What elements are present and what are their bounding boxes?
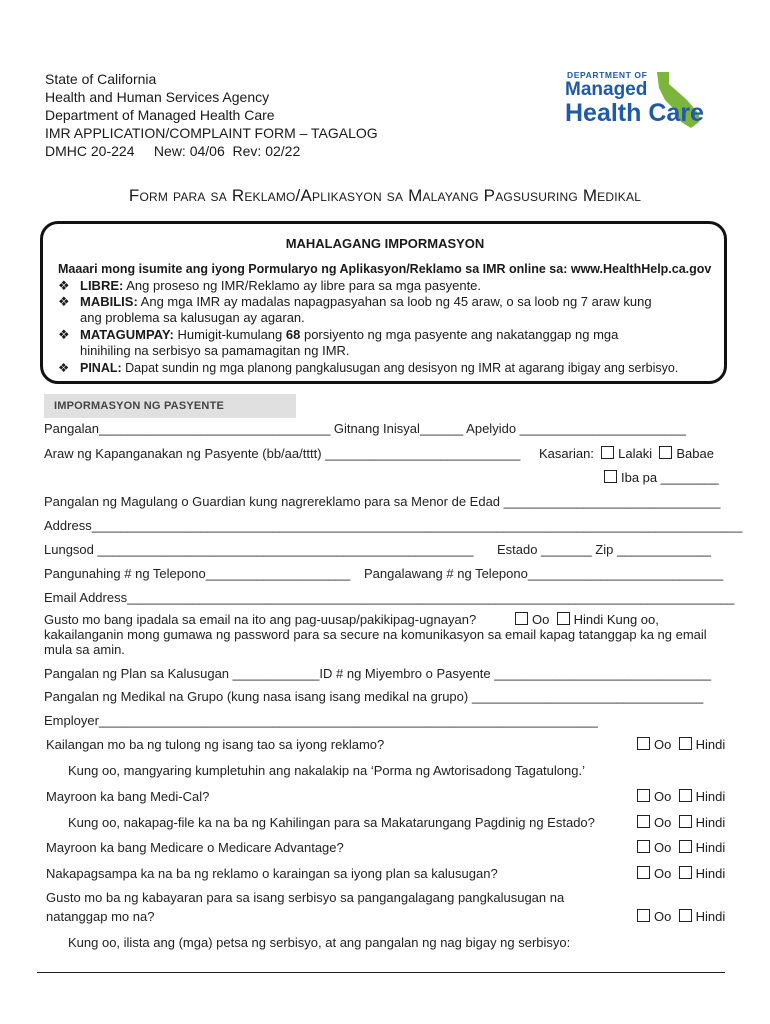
email-consent-note-2: mula sa amin.	[44, 642, 125, 657]
bullet-libre-label: LIBRE:	[80, 278, 124, 293]
q1-no-label: Hindi	[695, 737, 726, 752]
q5-no-label: Hindi	[695, 866, 726, 881]
bullet-mabilis	[58, 294, 708, 326]
q3-yes-label: Oo	[654, 815, 672, 830]
email-yes-checkbox[interactable]	[515, 612, 528, 625]
info-box-heading: MAHALAGANG IMPORMASYON	[285, 236, 485, 251]
employer-field[interactable]: Employer_____________________________________________________________________	[44, 713, 598, 728]
dmhc-logo	[565, 70, 730, 130]
diamond-bullet-icon: ❖	[58, 327, 70, 342]
q5-options	[637, 866, 725, 881]
q3-options	[637, 815, 725, 830]
question-state-hearing: Kung oo, nakapag-file ka na ba ng Kahilingan para sa Makatarungang Pagdinig ng Estado?	[68, 815, 595, 830]
bullet-matagumpay	[58, 327, 708, 359]
question-medicare: Mayroon ka bang Medicare o Medicare Advantage?	[46, 840, 344, 855]
logo-managed-text: Managed	[565, 79, 648, 100]
male-checkbox[interactable]	[601, 446, 614, 459]
logo-care-word: Care	[648, 99, 704, 127]
q3-no-checkbox[interactable]	[679, 815, 692, 828]
q6-options	[637, 909, 725, 924]
q6-no-checkbox[interactable]	[679, 909, 692, 922]
other-gender-input[interactable]: ________	[660, 470, 719, 485]
bullet-matagumpay-percent: 68	[285, 327, 301, 342]
email-consent-note-1: kakailanganin mong gumawa ng password para sa secure na komunikasyon sa email kapag tatanggap ka ng email	[44, 627, 707, 642]
q1-no-checkbox[interactable]	[679, 737, 692, 750]
bullet-libre-text: Ang proseso ng IMR/Reklamo ay libre para sa mga pasyente.	[123, 278, 482, 293]
q4-no-checkbox[interactable]	[679, 840, 692, 853]
q4-yes-checkbox[interactable]	[637, 840, 650, 853]
bullet-matagumpay-text-a: Humigit-kumulang	[173, 327, 286, 342]
question-need-help-note: Kung oo, mangyaring kumpletuhin ang nakalakip na ‘Porma ng Awtorisadong Tagatulong.’	[68, 763, 585, 778]
question-reimbursement-1: Gusto mo ba ng kabayaran para sa isang serbisyo sa pangangalagang pangkalusugan na	[46, 890, 565, 905]
health-plan-field[interactable]: Pangalan ng Plan sa Kalusugan ____________ID # ng Miyembro o Pasyente ______________________________	[44, 666, 712, 681]
header-line-form-number: DMHC 20-224 New: 04/06 Rev: 02/22	[45, 143, 301, 159]
bullet-mabilis-text: Ang mga IMR ay madalas napagpasyahan sa loob ng 45 araw, o sa loob ng 7 araw kung	[137, 294, 652, 309]
form-title-text: Form para sa Reklamo/Aplikasyon sa Malayang Pagsusuring Medikal	[128, 186, 642, 205]
patient-name-field[interactable]: Pangalan________________________________ Gitnang Inisyal______ Apelyido _______________________	[44, 421, 686, 436]
male-label: Lalaki	[618, 446, 653, 461]
medical-group-field[interactable]: Pangalan ng Medikal na Grupo (kung nasa isang isang medikal na grupo) ________________________________	[44, 689, 704, 704]
q4-no-label: Hindi	[695, 840, 726, 855]
gender-selector	[539, 446, 714, 461]
service-dates-input-line[interactable]	[37, 972, 725, 973]
q2-options	[637, 789, 725, 804]
female-checkbox[interactable]	[659, 446, 672, 459]
diamond-bullet-icon: ❖	[58, 361, 70, 375]
q5-yes-label: Oo	[654, 866, 672, 881]
header-line-agency: Health and Human Services Agency	[45, 89, 270, 105]
state-zip-field[interactable]: Estado _______ Zip _____________	[497, 542, 711, 557]
date-of-birth-field[interactable]: Araw ng Kapanganakan ng Pasyente (bb/aa/tttt) ___________________________	[44, 446, 521, 461]
bullet-mabilis-label: MABILIS:	[80, 294, 138, 309]
question-reimbursement-2: natanggap mo na?	[46, 909, 155, 924]
q1-yes-checkbox[interactable]	[637, 737, 650, 750]
bullet-pinal-text: Dapat sundin ng mga planong pangkalusugan ang desisyon ng IMR at agarang ibigay ang serbisyo.	[121, 361, 679, 375]
patient-info-section-title: IMPORMASYON NG PASYENTE	[54, 400, 225, 412]
question-need-help: Kailangan mo ba ng tulong ng isang tao sa iyong reklamo?	[46, 737, 385, 752]
diamond-bullet-icon: ❖	[58, 294, 70, 309]
q2-yes-label: Oo	[654, 789, 672, 804]
logo-health-care-text	[565, 99, 704, 128]
bullet-matagumpay-label: MATAGUMPAY:	[80, 327, 174, 342]
bullet-matagumpay-text-b: porsiyento ng mga pasyente ang nakatanggap ng mga	[300, 327, 619, 342]
secondary-phone-field[interactable]: Pangalawang # ng Telepono___________________________	[364, 566, 724, 581]
city-field[interactable]: Lungsod ____________________________________________________	[44, 542, 474, 557]
email-consent-options	[515, 612, 659, 627]
logo-department-text: DEPARTMENT OF	[567, 70, 648, 80]
q4-yes-label: Oo	[654, 840, 672, 855]
header-line-department: Department of Managed Health Care	[45, 107, 275, 123]
gender-other-option	[604, 470, 719, 485]
question-service-dates: Kung oo, ilista ang (mga) petsa ng serbisyo, at ang pangalan ng nag bigay ng serbisyo:	[68, 935, 571, 950]
question-medi-cal: Mayroon ka bang Medi-Cal?	[46, 789, 210, 804]
other-gender-label: Iba pa	[621, 470, 658, 485]
q1-options	[637, 737, 725, 752]
patient-info-section-header	[44, 394, 296, 418]
q3-yes-checkbox[interactable]	[637, 815, 650, 828]
q5-yes-checkbox[interactable]	[637, 866, 650, 879]
email-consent-question: Gusto mo bang ipadala sa email na ito ang pag-uusap/pakikipag-ugnayan?	[44, 612, 477, 627]
q6-yes-label: Oo	[654, 909, 672, 924]
email-no-label: Hindi Kung oo,	[573, 612, 659, 627]
q4-options	[637, 840, 725, 855]
bullet-matagumpay-cont: hinihiling na serbisyo sa pamamagitan ng IMR.	[80, 343, 350, 358]
diamond-bullet-icon: ❖	[58, 278, 70, 293]
q2-no-checkbox[interactable]	[679, 789, 692, 802]
q6-no-label: Hindi	[695, 909, 726, 924]
q2-yes-checkbox[interactable]	[637, 789, 650, 802]
q5-no-checkbox[interactable]	[679, 866, 692, 879]
email-address-field[interactable]: Email Address____________________________________________________________________________________	[44, 590, 735, 605]
address-field[interactable]: Address__________________________________________________________________________________________	[44, 518, 743, 533]
email-no-checkbox[interactable]	[557, 612, 570, 625]
q6-yes-checkbox[interactable]	[637, 909, 650, 922]
bullet-pinal	[58, 360, 708, 376]
bullet-pinal-label: PINAL:	[80, 361, 122, 375]
logo-health-word: Health	[565, 99, 642, 127]
q3-no-label: Hindi	[695, 815, 726, 830]
question-filed-grievance: Nakapagsampa ka na ba ng reklamo o karaingan sa iyong plan sa kalusugan?	[46, 866, 498, 881]
female-label: Babae	[676, 446, 714, 461]
header-line-form-name: IMR APPLICATION/COMPLAINT FORM – TAGALOG	[45, 125, 378, 141]
email-yes-label: Oo	[532, 612, 550, 627]
guardian-name-field[interactable]: Pangalan ng Magulang o Guardian kung nagrereklamo para sa Menor de Edad ______________________________	[44, 494, 721, 509]
online-submission-note: Maaari mong isumite ang iyong Pormularyo ng Aplikasyon/Reklamo sa IMR online sa: www.HealthHelp.ca.gov	[58, 262, 712, 276]
primary-phone-field[interactable]: Pangunahing # ng Telepono____________________	[44, 566, 351, 581]
q2-no-label: Hindi	[695, 789, 726, 804]
q1-yes-label: Oo	[654, 737, 672, 752]
bullet-mabilis-cont: ang problema sa kalusugan ay agaran.	[80, 310, 305, 325]
other-gender-checkbox[interactable]	[604, 470, 617, 483]
header-line-state: State of California	[45, 71, 157, 87]
bullet-libre	[58, 278, 708, 294]
agency-header	[45, 70, 378, 160]
form-title	[0, 186, 770, 206]
gender-label: Kasarian:	[539, 446, 594, 461]
